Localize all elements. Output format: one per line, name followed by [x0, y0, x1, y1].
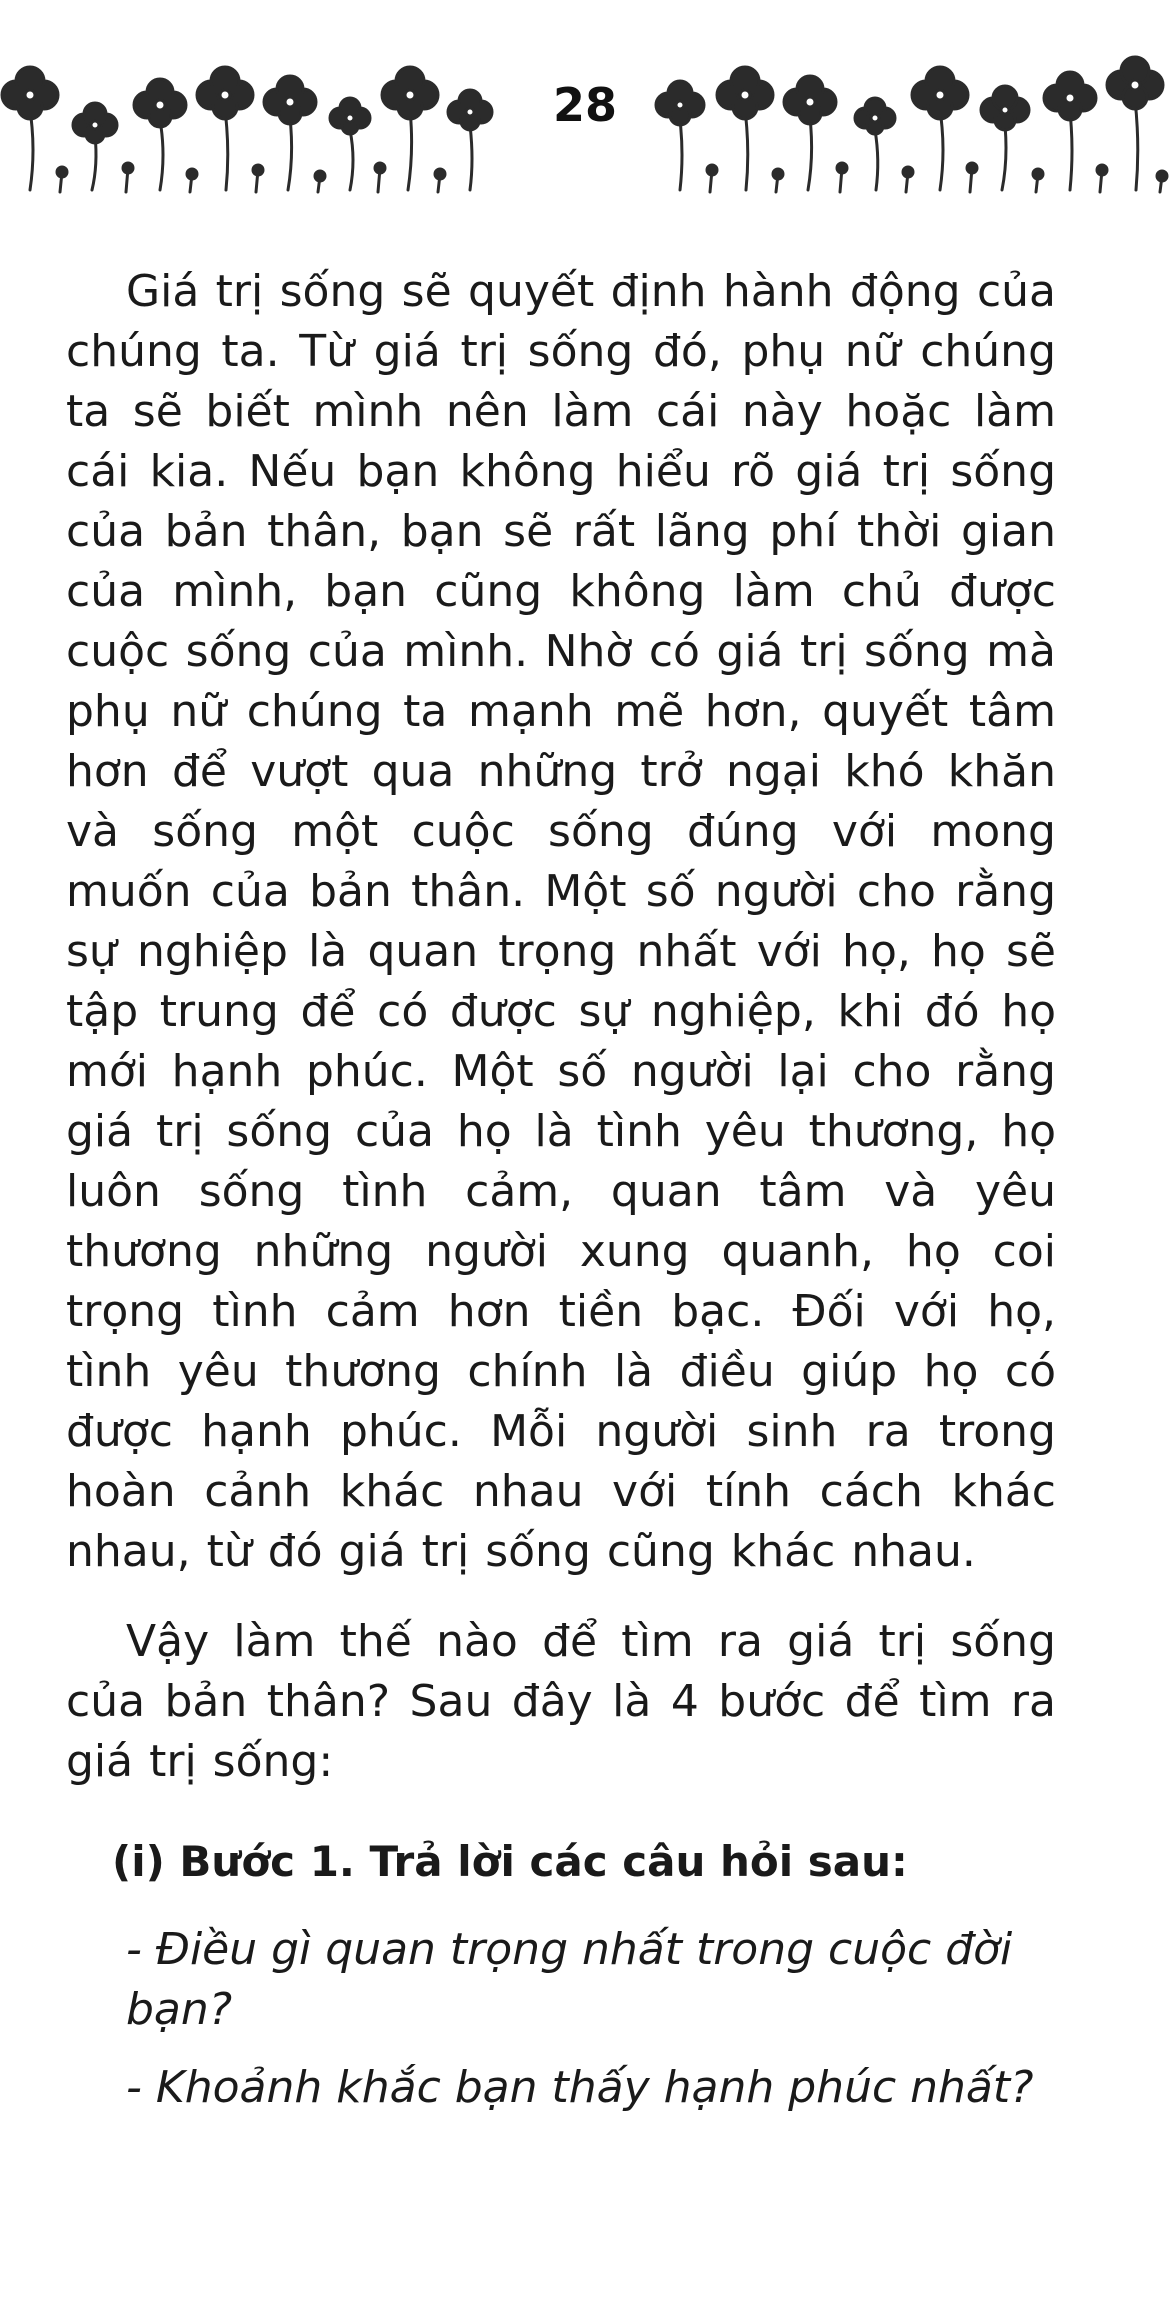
- paragraph: Vậy làm thế nào để tìm ra giá trị sống của bản thân? Sau đây là 4 bước để tìm ra giá trị sống:: [66, 1616, 1056, 1787]
- flower-decoration-right: [650, 40, 1176, 200]
- page-header: [0, 0, 1176, 200]
- step-heading: (i) Bước 1. Trả lời các câu hỏi sau:: [112, 1837, 908, 1886]
- question-item: - Khoảnh khắc bạn thấy hạnh phúc nhất?: [126, 2062, 1034, 2113]
- page-body: [66, 262, 1056, 2118]
- question-item: - Điều gì quan trọng nhất trong cuộc đời bạn?: [126, 1924, 1013, 2035]
- flower-decoration-left: [0, 40, 520, 200]
- paragraph: Giá trị sống sẽ quyết định hành động của chúng ta. Từ giá trị sống đó, phụ nữ chúng ta sẽ biết mình nên làm cái này hoặc làm cái kia. Nếu bạn không hiểu rõ giá trị sống của bản thân, bạn sẽ rất lãng phí thời gian của mình, bạn cũng không làm chủ được cuộc sống của mình. Nhờ có giá trị sống mà phụ nữ chúng ta mạnh mẽ hơn, quyết tâm hơn để vượt qua những trở ngại khó khăn và sống một cuộc sống đúng với mong muốn của bản thân. Một số người cho rằng sự nghiệp là quan trọng nhất với họ, họ sẽ tập trung để có được sự nghiệp, khi đó họ mới hạnh phúc. Một số người lại cho rằng giá trị sống của họ là tình yêu thương, họ luôn sống tình cảm, quan tâm và yêu thương những người xung quanh, họ coi trọng tình cảm hơn tiền bạc. Đối với họ, tình yêu thương chính là điều giúp họ có được hạnh phúc. Mỗi người sinh ra trong hoàn cảnh khác nhau với tính cách khác nhau, từ đó giá trị sống cũng khác nhau.: [66, 266, 1056, 1577]
- page-number: 28: [552, 78, 617, 132]
